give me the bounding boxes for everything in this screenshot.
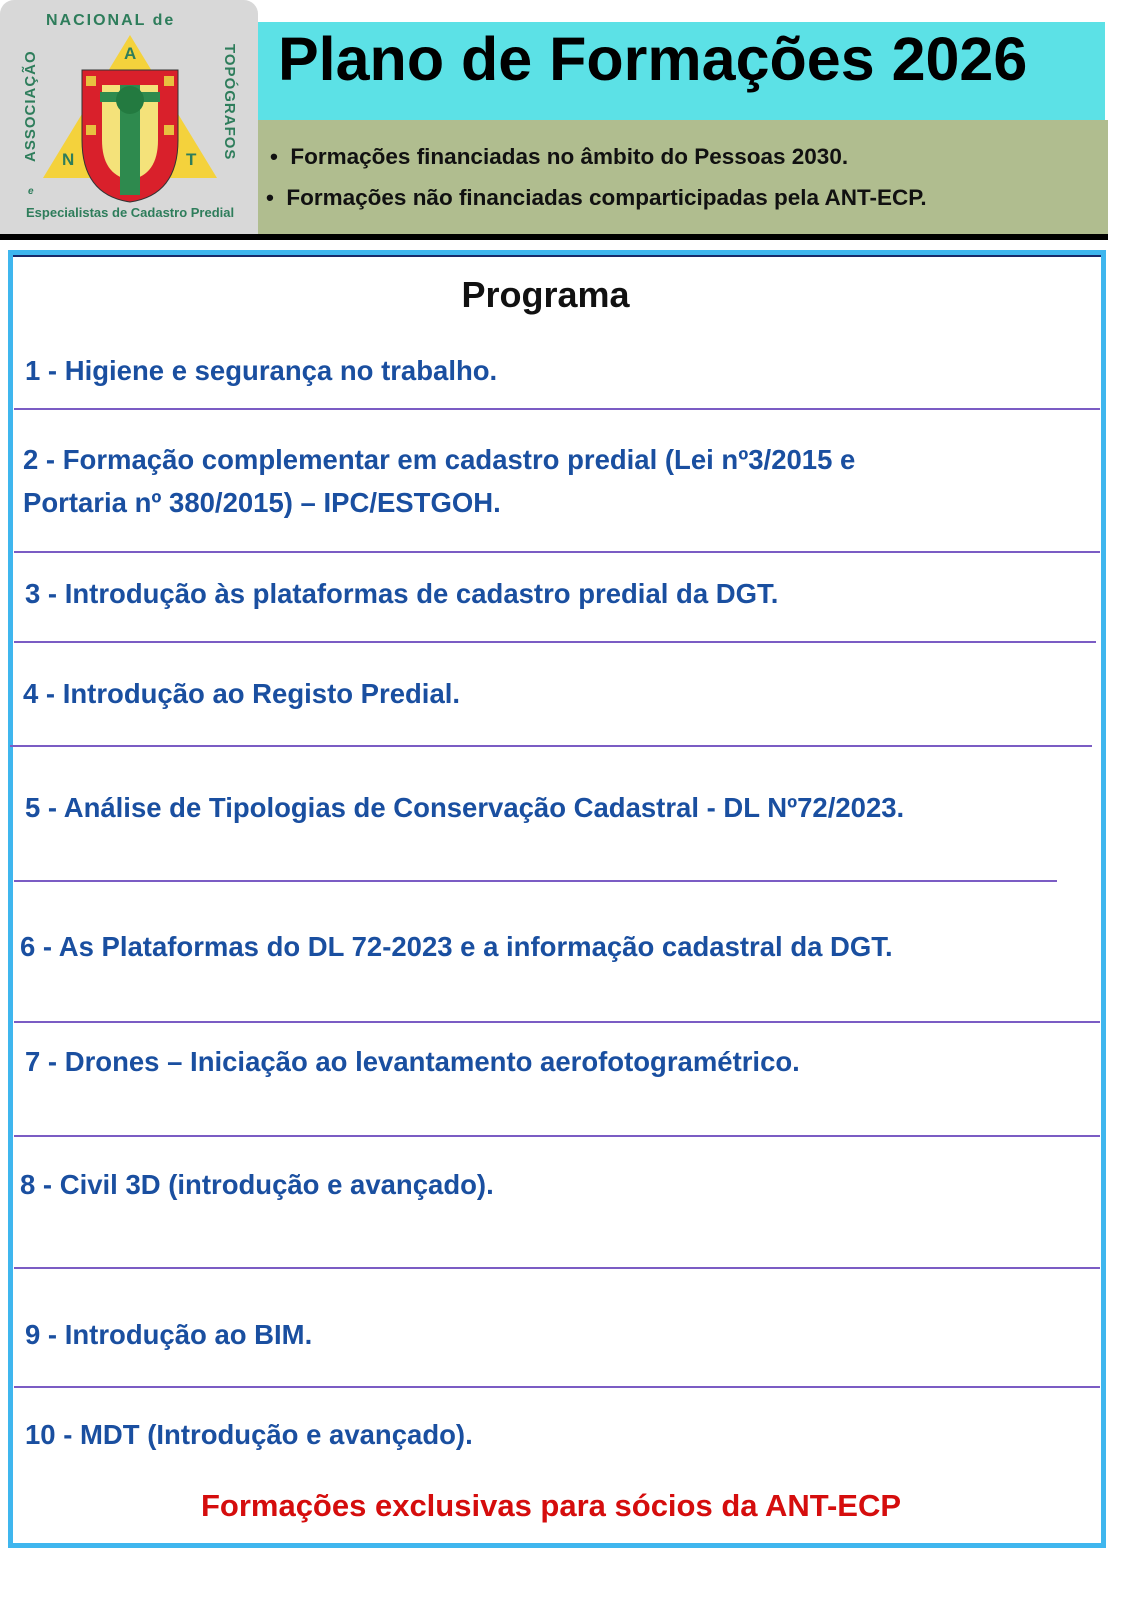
logo-small-e: e [28, 186, 34, 197]
program-item-6: 6 - As Plataformas do DL 72-2023 e a informação cadastral da DGT. [20, 931, 893, 962]
program-item-2-line-2: Portaria nº 380/2015) – IPC/ESTGOH. [23, 487, 501, 518]
divider [14, 880, 1057, 882]
program-item-2 [23, 438, 855, 524]
bullet-financed: • Formações financiadas no âmbito do Pessoas 2030. [270, 144, 849, 169]
logo-bottom-text: Especialistas de Cadastro Predial [26, 205, 235, 220]
divider [14, 1386, 1100, 1388]
logo-left-text: ASSOCIAÇÃO [22, 50, 39, 162]
bullet-text: Formações não financiadas comparticipadas pela ANT-ECP. [286, 185, 927, 210]
bullet-text: Formações financiadas no âmbito do Pessoas 2030. [290, 144, 849, 169]
divider [14, 1135, 1100, 1137]
program-item-10: 10 - MDT (Introdução e avançado). [25, 1419, 473, 1450]
program-item-4: 4 - Introdução ao Registo Predial. [23, 678, 461, 709]
logo-letter-t: T [186, 150, 197, 169]
members-only-notice: Formações exclusivas para sócios da ANT-ECP [200, 1488, 902, 1523]
program-heading: Programa [461, 274, 630, 315]
divider [14, 551, 1100, 553]
bullet-unfinanced: • Formações não financiadas comparticipadas pela ANT-ECP. [266, 185, 927, 210]
subtitle-band [258, 120, 1108, 235]
program-item-3: 3 - Introdução às plataformas de cadastro predial da DGT. [25, 578, 779, 609]
program-item-5: 5 - Análise de Tipologias de Conservação Cadastral - DL Nº72/2023. [25, 792, 905, 823]
program-item-1: 1 - Higiene e segurança no trabalho. [25, 355, 498, 386]
logo-top-text: NACIONAL de [46, 12, 176, 29]
divider [14, 1021, 1100, 1023]
logo-letter-n: N [62, 150, 75, 169]
divider [10, 745, 1092, 747]
program-item-7: 7 - Drones – Iniciação ao levantamento aerofotogramétrico. [25, 1046, 800, 1077]
program-item-9: 9 - Introdução ao BIM. [25, 1319, 313, 1350]
divider [14, 1267, 1100, 1269]
page-title: Plano de Formações 2026 [278, 25, 1028, 93]
divider [14, 408, 1100, 410]
header-divider [0, 234, 1108, 240]
program-item-2-line-1: 2 - Formação complementar em cadastro predial (Lei nº3/2015 e [23, 444, 856, 475]
logo-right-text: TOPÓGRAFOS [221, 44, 238, 161]
divider [14, 641, 1096, 643]
logo-letter-a: A [124, 44, 137, 63]
association-logo [0, 0, 258, 235]
frame-top-line [13, 255, 1101, 257]
program-item-8: 8 - Civil 3D (introdução e avançado). [20, 1169, 494, 1200]
